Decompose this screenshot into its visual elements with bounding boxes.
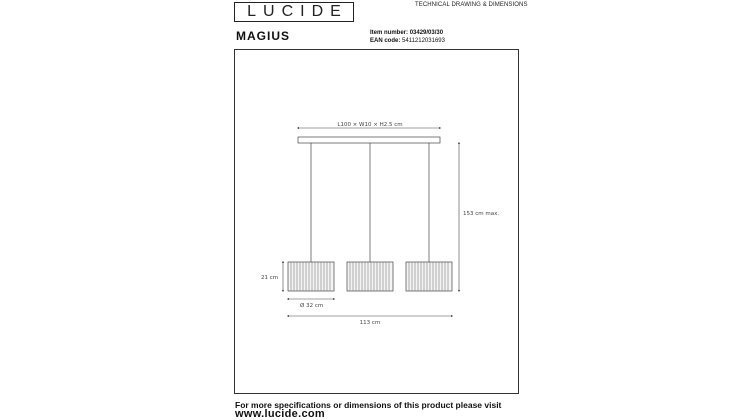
width-dimension-label: 113 cm (359, 320, 381, 326)
footer-url[interactable]: www.lucide.com (235, 408, 325, 420)
shade-right (406, 262, 452, 291)
shade-diameter-label: Ø 32 cm (300, 303, 324, 309)
ean-value: 5411212031693 (402, 38, 445, 44)
height-dimension-label: 153 cm max. (463, 211, 500, 217)
shade-middle (347, 262, 393, 291)
ceiling-plate (298, 137, 440, 143)
item-number-label: Item number: (370, 30, 409, 36)
ean-label: EAN code: (370, 38, 401, 44)
shade-height-label: 21 cm (261, 275, 279, 281)
item-number-value: 03429/03/30 (409, 30, 444, 36)
plate-dimension-label: L100 × W10 × H2.5 cm (337, 122, 403, 128)
product-name: MAGIUS (236, 29, 290, 43)
shade-left (288, 262, 334, 291)
footer-info-text: For more specifications or dimensions of this product please visit (235, 400, 502, 410)
document-title: TECHNICAL DRAWING & DIMENSIONS (415, 2, 528, 8)
logo-text: LUCIDE (247, 3, 348, 20)
